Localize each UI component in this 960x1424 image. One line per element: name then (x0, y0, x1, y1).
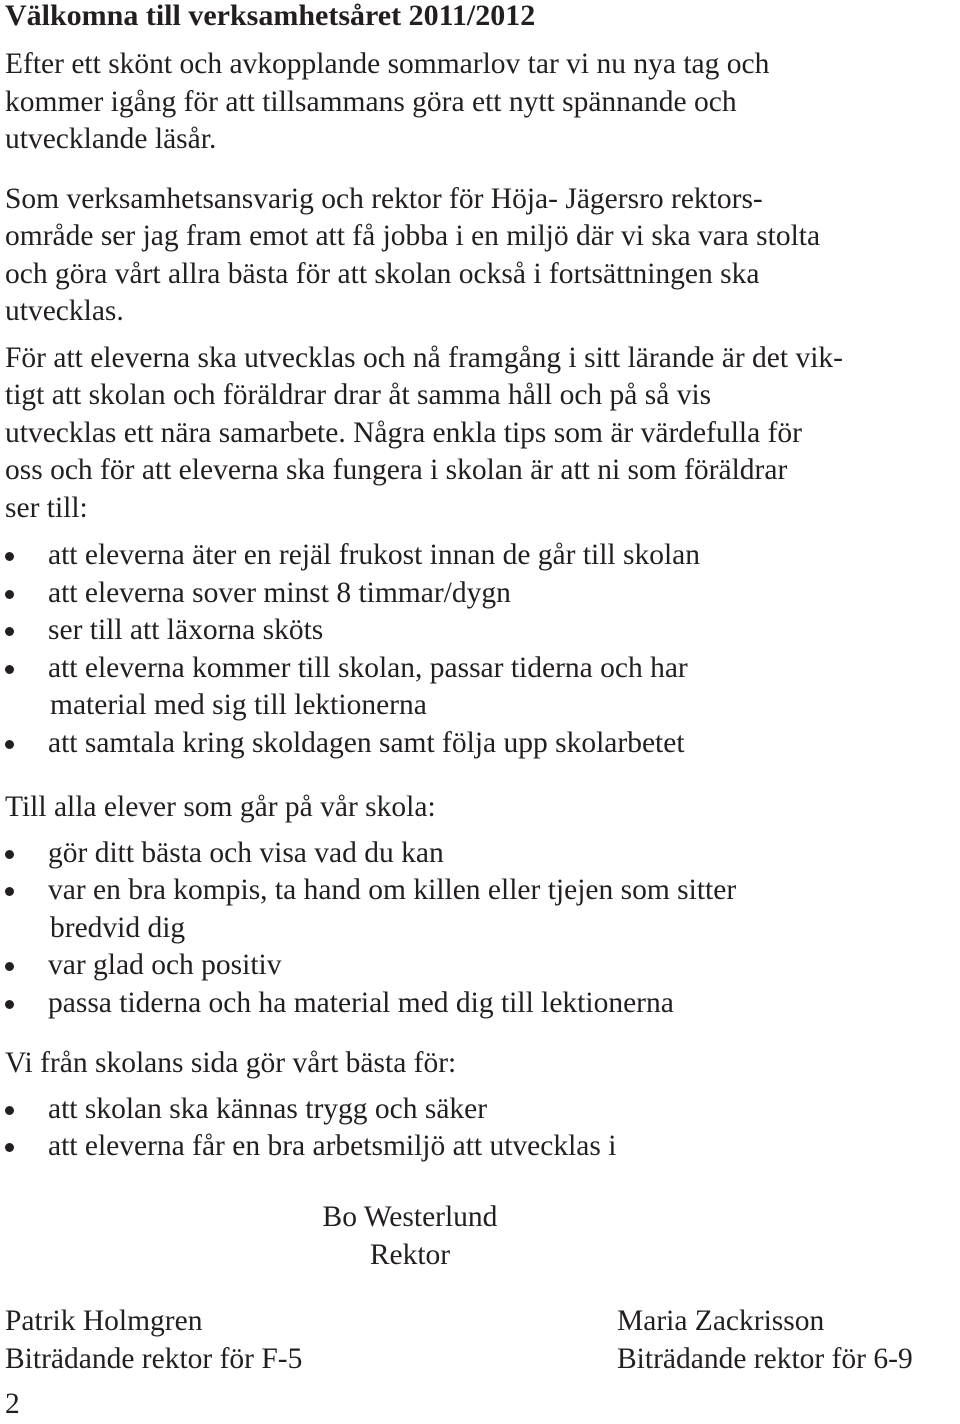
bullet-icon (5, 962, 14, 971)
parent-tips-list (5, 537, 955, 762)
deputy-right-title: Biträdande rektor för 6-9 (617, 1342, 913, 1375)
bullet-icon (5, 887, 14, 896)
responsibility-paragraph (5, 181, 955, 331)
principal-title: Rektor (369, 1238, 451, 1271)
list-item-text: att eleverna kommer till skolan, passar tiderna och har (48, 651, 688, 684)
list-item (5, 1091, 955, 1129)
page-title: Välkomna till verksamhetsåret 2011/2012 (5, 0, 536, 32)
list-item-text: att eleverna får en bra arbetsmiljö att utvecklas i (48, 1130, 617, 1162)
list-item (5, 725, 955, 763)
paragraph-line: område ser jag fram emot att få jobba i en miljö där vi ska vara stolta (5, 220, 821, 252)
intro-line: Efter ett skönt och avkopplande sommarlov tar vi nu nya tag och (5, 48, 770, 80)
school-heading: Vi från skolans sida gör vårt bästa för: (5, 1047, 457, 1079)
paragraph-line: tigt att skolan och föräldrar drar åt samma håll och på så vis (5, 379, 712, 411)
list-item-text: var en bra kompis, ta hand om killen eller tjejen som sitter (48, 874, 737, 906)
list-item (5, 872, 955, 947)
bullet-icon (5, 590, 14, 599)
document-page (5, 0, 955, 1166)
bullet-icon (5, 850, 14, 859)
paragraph-line: För att eleverna ska utvecklas och nå framgång i sitt lärande är det vik- (5, 341, 843, 374)
intro-paragraph (5, 46, 955, 159)
list-item-text: material med sig till lektionerna (50, 689, 427, 721)
list-item (5, 575, 955, 613)
list-item-text: var glad och positiv (48, 949, 282, 981)
deputy-left-title: Biträdande rektor för F-5 (5, 1342, 303, 1375)
deputy-left-name: Patrik Holmgren (5, 1305, 203, 1337)
deputy-left-signature (5, 1303, 302, 1378)
list-item (5, 947, 955, 985)
bullet-icon (5, 665, 14, 674)
list-item-text: passa tiderna och ha material med dig till lektionerna (48, 986, 674, 1019)
intro-line: utvecklande läsår. (5, 123, 217, 155)
principal-name: Bo Westerlund (322, 1201, 498, 1233)
bullet-icon (5, 740, 14, 749)
bullet-icon (5, 1106, 14, 1115)
school-tips-list (5, 1091, 955, 1166)
intro-line: kommer igång för att tillsammans göra ett nytt spännande och (5, 85, 737, 118)
students-heading: Till alla elever som går på vår skola: (5, 791, 436, 823)
list-item (5, 835, 955, 873)
list-item (5, 612, 955, 650)
bullet-icon (5, 1143, 14, 1152)
paragraph-line: utvecklas. (5, 295, 124, 327)
list-item (5, 985, 955, 1023)
list-item-text: att samtala kring skoldagen samt följa upp skolarbetet (48, 726, 685, 759)
bullet-icon (5, 552, 14, 561)
bullet-icon (5, 627, 14, 636)
paragraph-line: Som verksamhetsansvarig och rektor för Höja- Jägersro rektors- (5, 182, 763, 215)
list-item-text: att skolan ska kännas trygg och säker (48, 1092, 488, 1125)
list-item (5, 1128, 955, 1166)
paragraph-line: och göra vårt allra bästa för att skolan också i fortsättningen ska (5, 257, 760, 290)
paragraph-line: utvecklas ett nära samarbete. Några enkla tips som är värdefulla för (5, 416, 802, 449)
list-item-text: gör ditt bästa och visa vad du kan (48, 836, 444, 869)
list-item (5, 650, 955, 725)
list-item (5, 537, 955, 575)
list-item-text: att eleverna sover minst 8 timmar/dygn (48, 576, 511, 609)
list-item-text: ser till att läxorna sköts (48, 614, 324, 646)
cooperation-paragraph (5, 340, 955, 528)
deputy-right-signature (617, 1303, 913, 1378)
student-tips-list (5, 835, 955, 1023)
principal-signature (250, 1199, 570, 1274)
list-item-text: bredvid dig (50, 911, 186, 944)
deputy-right-name: Maria Zackrisson (617, 1305, 825, 1337)
bullet-icon (5, 1000, 14, 1009)
page-number: 2 (5, 1388, 20, 1420)
paragraph-line: oss och för att eleverna ska fungera i skolan är att ni som föräldrar (5, 454, 788, 486)
list-item-text: att eleverna äter en rejäl frukost innan de går till skolan (48, 539, 701, 571)
paragraph-line: ser till: (5, 491, 88, 524)
